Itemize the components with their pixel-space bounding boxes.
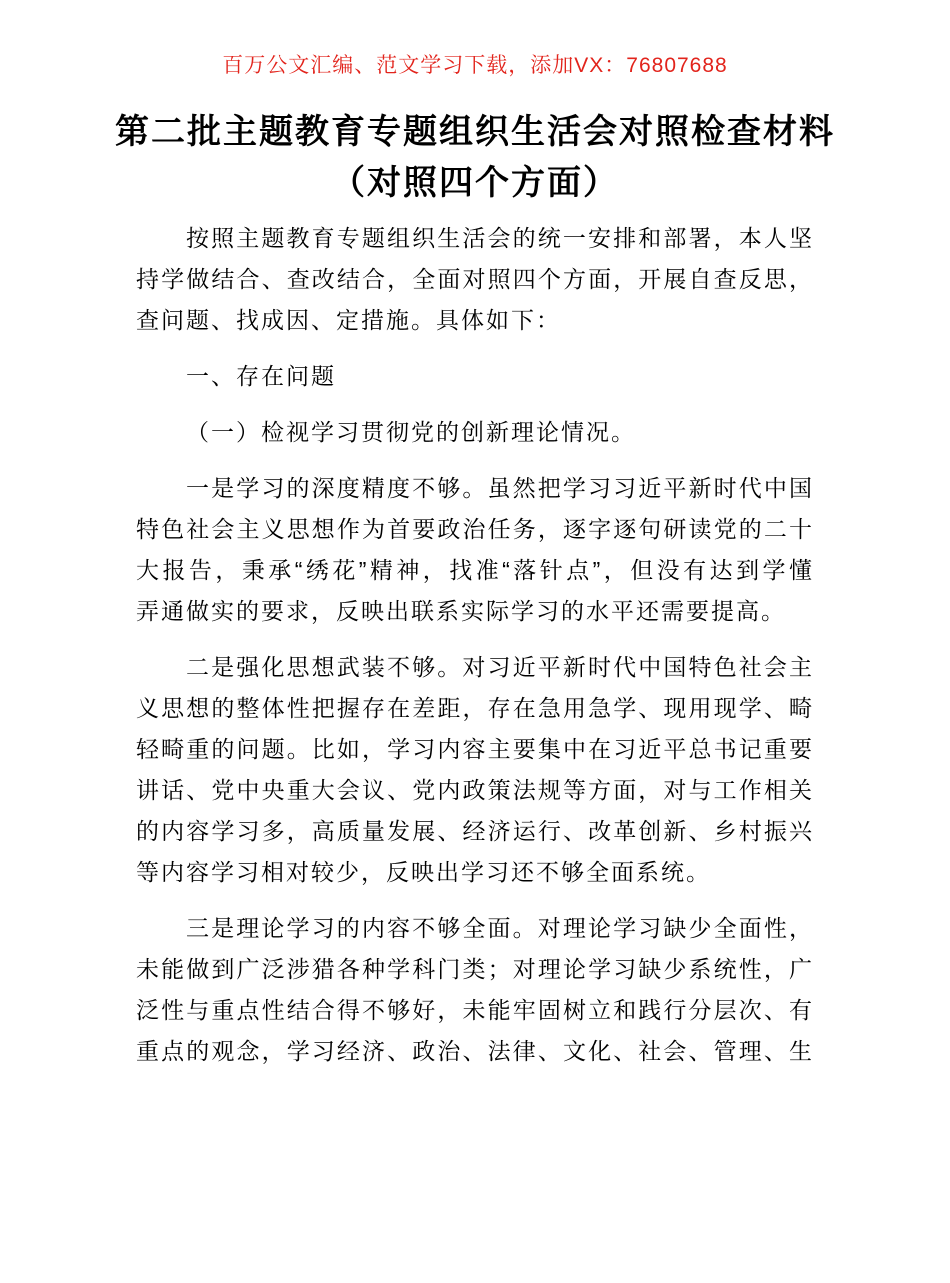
intro-line-3: 查问题、找成因、定措施。具体如下： [136,307,561,333]
intro-line-2: 持学做结合、查改结合，全面对照四个方面，开展自查反思， [136,266,814,292]
point-paragraph-1 [136,468,814,632]
point2-line-4: 讲话、党中央重大会议、党内政策法规等方面，对与工作相关 [136,777,814,803]
point3-line-3: 泛性与重点性结合得不够好，未能牢固树立和践行分层次、有 [136,997,814,1023]
section-heading-1: 一、存在问题 [186,363,336,389]
intro-line-1: 按照主题教育专题组织生活会的统一安排和部署，本人坚 [186,225,814,251]
subsection-heading-1: （一）检视学习贯彻党的创新理论情况。 [186,419,636,445]
point2-line-2: 义思想的整体性把握存在差距，存在急用急学、现用现学、畸 [136,695,814,721]
doc-title-line-1: 第二批主题教育专题组织生活会对照检查材料 [115,113,835,151]
point2-line-3: 轻畸重的问题。比如，学习内容主要集中在习近平总书记重要 [136,736,814,762]
promo-banner: 百万公文汇编、范文学习下载，添加VX：76807688 [222,54,728,77]
point1-line-2: 特色社会主义思想作为首要政治任务，逐字逐句研读党的二十 [136,516,814,542]
point2-line-6: 等内容学习相对较少，反映出学习还不够全面系统。 [136,859,711,885]
point1-line-3: 大报告，秉承“绣花”精神，找准“落针点”，但没有达到学懂 [136,557,814,583]
point1-line-4: 弄通做实的要求，反映出联系实际学习的水平还需要提高。 [136,598,786,624]
point2-line-1: 二是强化思想武装不够。对习近平新时代中国特色社会主 [186,654,814,680]
point3-line-1: 三是理论学习的内容不够全面。对理论学习缺少全面性， [186,915,814,941]
point3-line-4: 重点的观念，学习经济、政治、法律、文化、社会、管理、生 [136,1038,814,1064]
document-body [136,218,814,1072]
point-paragraph-2 [136,647,814,893]
point3-line-2: 未能做到广泛涉猎各种学科门类；对理论学习缺少系统性，广 [136,956,814,982]
doc-title [0,107,950,209]
point-paragraph-3 [136,908,814,1072]
intro-paragraph [136,218,814,341]
point1-line-1: 一是学习的深度精度不够。虽然把学习习近平新时代中国 [186,475,814,501]
point2-line-5: 的内容学习多，高质量发展、经济运行、改革创新、乡村振兴 [136,818,814,844]
doc-title-line-2: （对照四个方面） [331,164,619,202]
